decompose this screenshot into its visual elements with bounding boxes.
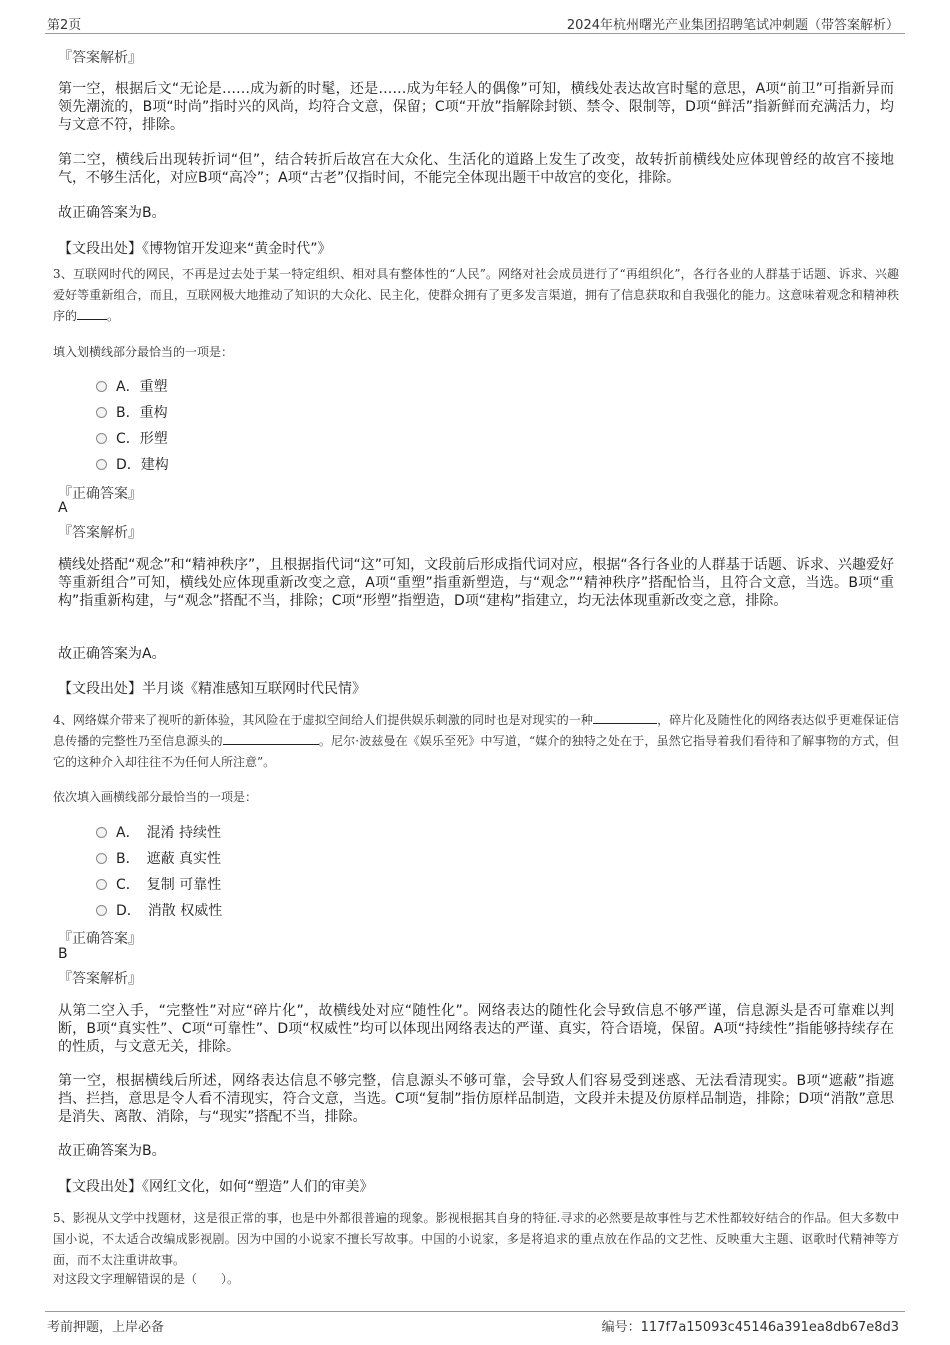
analysis-label: 『答案解析』 <box>58 50 142 66</box>
question-stem: 5、影视从文学中找题材，这是很正常的事，也是中外都很普遍的现象。影视根据其自身的特征.寻求的必然要是故事性与艺术性都较好结合的作品。但大多数中国小说，不太适合改编成影视剧。因为中国的小说家不擅长写故事。中国的小说家，多是将追求的重点放在作品的文艺性、反映重大主题、讴歌时代精神等方面，而不太注重讲故事。 <box>53 1211 899 1267</box>
analysis-paragraph: 横线处搭配“观念”和“精神秩序”，且根据指代词“这”可知，文段前后形成指代词对应，根据“各行各业的人群基于话题、诉求、兴趣爱好等重新组合”可知，横线处应体现重新改变之意，A项“重塑”指重新塑造，与“观念”“精神秩序”搭配恰当，且符合文意，当选。B项“重构”指重新构建，与“观念”搭配不当，排除；C项“形塑”指塑造，D项“建构”指建立，均无法体现重新改变之意，排除。 <box>58 557 894 609</box>
answer-conclusion: 故正确答案为B。 <box>58 205 166 221</box>
radio-icon[interactable] <box>96 459 107 470</box>
analysis-paragraph: 第一空，根据横线后所述，网络表达信息不够完整，信息源头不够可靠，会导致人们容易受到迷惑、无法看清现实。B项“遮蔽”指遮挡、拦挡，意思是令人看不清现实，符合文意，当选。C项“复制”指仿原样品制造，文段并未提及仿原样品制造，排除；D项“消散”意思是消失、离散、消除，与“现实”搭配不当，排除。 <box>58 1073 894 1125</box>
option-b[interactable]: B．重构 <box>96 402 168 422</box>
source-citation: 【文段出处】半月谈《精准感知互联网时代民情》 <box>58 681 366 697</box>
analysis-paragraph: 第二空，横线后出现转折词“但”，结合转折后故宫在大众化、生活化的道路上发生了改变，故转折前横线处应体现曾经的故宫不接地气，不够生活化，对应B项“高冷”；A项“古老”仅指时间，不能完全体现出题干中故宫的变化，排除。 <box>58 152 894 186</box>
question-stem: 4、网络媒介带来了视听的新体验，其风险在于虚拟空间给人们提供娱乐刺激的同时也是对现实的一种 ，碎片化及随性化的网络表达似乎更难保证信息传播的完整性乃至信息源头的 。尼尔·波兹曼在《娱乐至死》中写道，“媒介的独特之处在于，虽然它指导着我们看待和了解事物的方式，但它的这种介入却往往不为任何人所注意”。 <box>53 713 899 769</box>
radio-icon[interactable] <box>96 905 107 916</box>
option-b[interactable]: B． 遮蔽 真实性 <box>96 848 221 868</box>
analysis-paragraph: 第一空，根据后文“无论是……成为新的时髦，还是……成为年轻人的偶像”可知，横线处表达故宫时髦的意思，A项“前卫”可指新异而领先潮流的，B项“时尚”指时兴的风尚，均符合文意，保留；C项“开放”指解除封锁、禁令、限制等，D项“鲜活”指新鲜而充满活力，均与文意不符，排除。 <box>58 81 894 133</box>
footer-slogan: 考前押题，上岸必备 <box>47 1320 165 1335</box>
answer-conclusion: 故正确答案为A。 <box>58 646 166 662</box>
source-citation: 【文段出处】《网红文化，如何“塑造”人们的审美》 <box>58 1179 374 1195</box>
answer-blank <box>223 732 319 745</box>
analysis-label: 『答案解析』 <box>58 525 142 541</box>
option-d[interactable]: D． 消散 权威性 <box>96 900 222 920</box>
source-citation: 【文段出处】《博物馆开发迎来“黄金时代”》 <box>58 241 332 257</box>
document-id: 编号：117f7a15093c45146a391ea8db67e8d3 <box>601 1320 899 1335</box>
radio-icon[interactable] <box>96 381 107 392</box>
radio-icon[interactable] <box>96 433 107 444</box>
radio-icon[interactable] <box>96 853 107 864</box>
correct-answer-label: 『正确答案』 <box>58 931 142 947</box>
correct-answer: A <box>58 500 68 516</box>
option-d[interactable]: D．建构 <box>96 454 169 474</box>
radio-icon[interactable] <box>96 879 107 890</box>
option-a[interactable]: A．重塑 <box>96 376 168 396</box>
radio-icon[interactable] <box>96 407 107 418</box>
question-stem: 3、互联网时代的网民，不再是过去处于某一特定组织、相对具有整体性的“人民”。网络对社会成员进行了“再组织化”，各行各业的人群基于话题、诉求、兴趣爱好等重新组合，而且，互联网极大地推动了知识的大众化、民主化，使群众拥有了更多发言渠道，拥有了信息获取和自我强化的能力。这意味着观念和精神秩序的 。 <box>53 267 899 323</box>
question-prompt: 对这段文字理解错误的是（ ）。 <box>53 1272 240 1286</box>
analysis-paragraph: 从第二空入手，“完整性”对应“碎片化”，故横线处对应“随性化”。网络表达的随性化会导致信息不够严谨，信息源头是否可靠难以判断，B项“真实性”、C项“可靠性”、D项“权威性”均可以体现出网络表达的严谨、真实，符合语境，保留。A项“持续性”指能够持续存在的性质，与文意无关，排除。 <box>58 1003 894 1055</box>
answer-conclusion: 故正确答案为B。 <box>58 1143 166 1159</box>
correct-answer-label: 『正确答案』 <box>58 486 142 502</box>
option-c[interactable]: C． 复制 可靠性 <box>96 874 221 894</box>
question-prompt: 依次填入画横线部分最恰当的一项是： <box>53 790 258 804</box>
analysis-label: 『答案解析』 <box>58 971 142 987</box>
radio-icon[interactable] <box>96 827 107 838</box>
option-a[interactable]: A． 混淆 持续性 <box>96 822 221 842</box>
correct-answer: B <box>58 946 68 962</box>
option-c[interactable]: C．形塑 <box>96 428 168 448</box>
answer-blank <box>77 307 107 320</box>
answer-blank <box>593 711 657 724</box>
page-footer <box>45 1311 905 1334</box>
document-title: 2024年杭州曙光产业集团招聘笔试冲刺题（带答案解析） <box>566 18 899 33</box>
page-header <box>45 11 905 34</box>
question-prompt: 填入划横线部分最恰当的一项是： <box>53 345 234 359</box>
page-number: 第2页 <box>47 18 82 33</box>
